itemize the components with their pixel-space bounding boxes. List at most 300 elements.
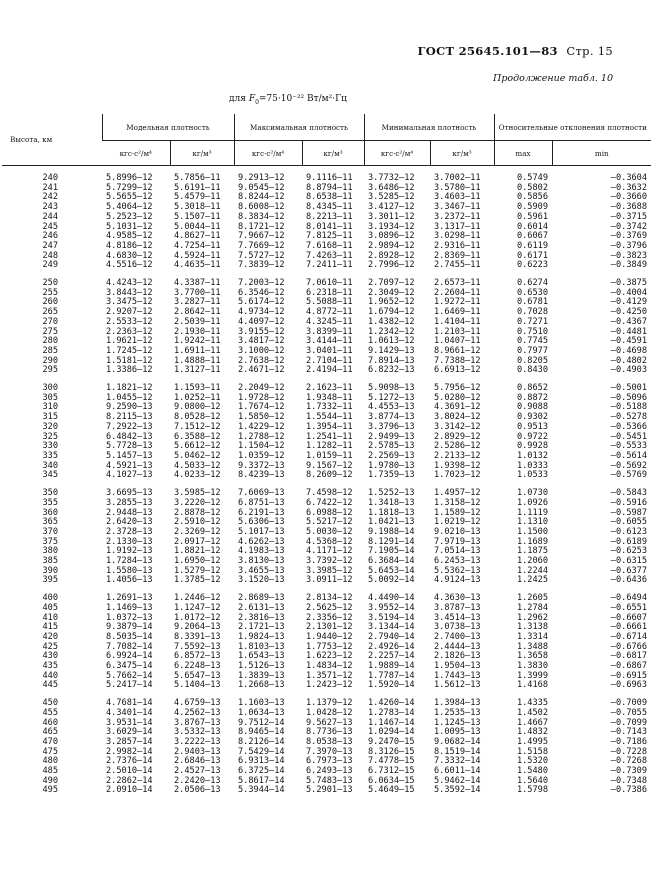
min-density-kg-cell: 3.0298—11 bbox=[434, 231, 481, 242]
model-density-kgf-cell: 1.0455—12 bbox=[106, 392, 153, 403]
max-density-kgf-cell: 2.8689—13 bbox=[238, 593, 285, 604]
model-density-kg-cell: 4.5924—11 bbox=[174, 250, 221, 261]
max-density-kgf-cell: 9.7512—14 bbox=[238, 717, 285, 728]
max-density-kgf-cell: 3.4817—12 bbox=[238, 336, 285, 347]
altitude-cell: 405 bbox=[42, 602, 58, 613]
min-deviation-cell: —0.7143 bbox=[610, 727, 648, 738]
altitude-cell: 249 bbox=[42, 260, 58, 271]
min-density-kg-cell: 2.8929—12 bbox=[434, 431, 481, 442]
model-density-kg-cell: 1.1593—11 bbox=[174, 383, 221, 394]
altitude-cell: 370 bbox=[42, 526, 58, 537]
max-density-kg-cell: 1.0428—12 bbox=[306, 707, 353, 718]
max-deviation-cell: 1.4832 bbox=[516, 727, 548, 738]
min-deviation-cell: —0.3742 bbox=[610, 221, 648, 232]
min-density-kg-cell: 1.1245—13 bbox=[434, 717, 481, 728]
altitude-cell: 345 bbox=[42, 470, 58, 481]
max-deviation-cell: 1.2425 bbox=[516, 575, 548, 586]
min-density-kg-cell: 3.1317—11 bbox=[434, 221, 481, 232]
min-density-kg-cell: 6.6913—12 bbox=[434, 365, 481, 376]
min-density-kg-cell: 1.7443—13 bbox=[434, 670, 481, 681]
max-density-kgf-cell: 1.9728—12 bbox=[238, 392, 285, 403]
min-density-kg-cell: 1.3984—13 bbox=[434, 698, 481, 709]
max-deviation-cell: 1.5320 bbox=[516, 756, 548, 767]
min-density-kg-cell: 3.0738—13 bbox=[434, 622, 481, 633]
max-density-kgf-cell: 8.3834—12 bbox=[238, 211, 285, 222]
min-density-kg-cell: 1.3158—12 bbox=[434, 497, 481, 508]
max-density-kgf-cell: 9.3372—13 bbox=[238, 460, 285, 471]
altitude-cell: 242 bbox=[42, 192, 58, 203]
max-deviation-cell: 0.7028 bbox=[516, 307, 548, 318]
max-deviation-cell: 0.6119 bbox=[516, 240, 548, 251]
max-density-kgf-cell: 1.8103—13 bbox=[238, 641, 285, 652]
model-density-kg-cell: 3.2222—13 bbox=[174, 736, 221, 747]
min-density-kgf-cell: 5.9098—13 bbox=[368, 383, 415, 394]
altitude-header: Высота, км bbox=[2, 114, 102, 166]
max-density-kg-cell: 6.2493—13 bbox=[306, 766, 353, 777]
min-density-kgf-cell: 1.4260—14 bbox=[368, 698, 415, 709]
max-deviation-cell: 0.7271 bbox=[516, 316, 548, 327]
min-deviation-cell: —0.3660 bbox=[610, 192, 648, 203]
min-deviation-cell: —0.6817 bbox=[610, 651, 648, 662]
min-deviation-cell: —0.6963 bbox=[610, 680, 648, 691]
model-density-kg-cell: 1.9242—11 bbox=[174, 336, 221, 347]
model-density-kg-cell: 1.6950—12 bbox=[174, 556, 221, 567]
min-density-kgf-cell: 4.4490—14 bbox=[368, 593, 415, 604]
table-continuation-note: Продолжение табл. 10 bbox=[493, 73, 613, 84]
min-density-kgf-cell: 2.8928—12 bbox=[368, 250, 415, 261]
min-density-kg-cell: 7.0514—13 bbox=[434, 546, 481, 557]
max-density-kgf-cell: 9.0545—12 bbox=[238, 182, 285, 193]
max-deviation-cell: 0.9088 bbox=[516, 402, 548, 413]
min-density-kgf-cell: 3.1344—14 bbox=[368, 622, 415, 633]
altitude-cell: 435 bbox=[42, 661, 58, 672]
min-density-kg-cell: 5.7956—12 bbox=[434, 383, 481, 394]
max-deviation-cell: 1.3830 bbox=[516, 661, 548, 672]
min-density-kgf-cell: 6.0634—15 bbox=[368, 775, 415, 786]
min-density-kgf-cell: 6.3684—14 bbox=[368, 556, 415, 567]
max-density-kg-cell: 7.4598—12 bbox=[306, 488, 353, 499]
min-density-kgf-cell: 2.5785—13 bbox=[368, 441, 415, 452]
max-deviation-cell: 1.1689 bbox=[516, 536, 548, 547]
min-deviation-cell: —0.4698 bbox=[610, 345, 648, 356]
max-density-kg-cell: 1.5544—11 bbox=[306, 412, 353, 423]
min-density-kgf-cell: 3.1934—12 bbox=[368, 221, 415, 232]
min-deviation-cell: —0.6123 bbox=[610, 526, 648, 537]
max-density-kgf-cell: 2.2049—12 bbox=[238, 383, 285, 394]
max-density-kgf-cell: 7.5429—14 bbox=[238, 746, 285, 757]
min-density-kg-cell: 3.5780—11 bbox=[434, 182, 481, 193]
altitude-cell: 365 bbox=[42, 517, 58, 528]
min-deviation-cell: —0.6436 bbox=[610, 575, 648, 586]
max-deviation-cell: 1.0926 bbox=[516, 497, 548, 508]
altitude-cell: 390 bbox=[42, 565, 58, 576]
model-density-kgf-cell: 7.2922—13 bbox=[106, 421, 153, 432]
max-density-kgf-cell: 1.5126—13 bbox=[238, 661, 285, 672]
altitude-cell: 270 bbox=[42, 316, 58, 327]
density-table bbox=[2, 114, 651, 796]
altitude-cell: 470 bbox=[42, 736, 58, 747]
min-density-kgf-cell: 3.6486—12 bbox=[368, 182, 415, 193]
model-density-kg-cell: 4.8627—11 bbox=[174, 231, 221, 242]
max-density-kgf-cell: 1.3839—13 bbox=[238, 670, 285, 681]
min-density-kgf-cell: 3.9552—14 bbox=[368, 602, 415, 613]
min-deviation-cell: —0.6377 bbox=[610, 565, 648, 576]
model-density-kgf-cell: 2.7376—14 bbox=[106, 756, 153, 767]
altitude-cell: 425 bbox=[42, 641, 58, 652]
model-density-kgf-cell: 1.1469—13 bbox=[106, 602, 153, 613]
standard-number: ГОСТ 25645.101—83 bbox=[417, 44, 558, 58]
model-density-kg-cell: 3.7700—11 bbox=[174, 287, 221, 298]
min-deviation-cell: —0.7348 bbox=[610, 775, 648, 786]
min-density-kg-cell: 1.1589—12 bbox=[434, 507, 481, 518]
table-row bbox=[2, 261, 651, 271]
model-density-kgf-cell: 4.6830—12 bbox=[106, 250, 153, 261]
altitude-cell: 380 bbox=[42, 546, 58, 557]
altitude-cell: 360 bbox=[42, 507, 58, 518]
min-density-kg-cell: 2.1826—13 bbox=[434, 651, 481, 662]
table-header bbox=[2, 114, 651, 166]
model-density-kgf-cell: 5.7299—12 bbox=[106, 182, 153, 193]
min-density-kgf-cell: 1.3418—13 bbox=[368, 497, 415, 508]
model-density-kg-cell: 8.0528—12 bbox=[174, 412, 221, 423]
altitude-cell: 400 bbox=[42, 593, 58, 604]
max-density-kgf-cell: 7.5727—12 bbox=[238, 250, 285, 261]
unit-header: max bbox=[494, 141, 552, 166]
max-density-kg-cell: 1.0159—11 bbox=[306, 450, 353, 461]
model-density-kgf-cell: 2.5533—12 bbox=[106, 316, 153, 327]
min-deviation-cell: —0.6661 bbox=[610, 622, 648, 633]
model-density-kgf-cell: 2.5010—14 bbox=[106, 766, 153, 777]
min-deviation-cell: —0.6714 bbox=[610, 631, 648, 642]
model-density-kg-cell: 2.8642—11 bbox=[174, 307, 221, 318]
altitude-cell: 275 bbox=[42, 326, 58, 337]
max-deviation-cell: 0.8430 bbox=[516, 365, 548, 376]
max-density-kgf-cell: 8.8244—12 bbox=[238, 192, 285, 203]
min-density-kg-cell: 7.9719—13 bbox=[434, 536, 481, 547]
max-deviation-cell: 1.3314 bbox=[516, 631, 548, 642]
model-density-kgf-cell: 4.5516—12 bbox=[106, 260, 153, 271]
altitude-cell: 465 bbox=[42, 727, 58, 738]
max-density-kgf-cell: 6.3546—12 bbox=[238, 287, 285, 298]
max-density-kgf-cell: 5.1017—13 bbox=[238, 526, 285, 537]
max-density-kg-cell: 3.0911—12 bbox=[306, 575, 353, 586]
table-row bbox=[2, 786, 651, 796]
max-density-kgf-cell: 6.3725—14 bbox=[238, 766, 285, 777]
model-density-kgf-cell: 9.2590—13 bbox=[106, 402, 153, 413]
min-deviation-cell: —0.3796 bbox=[610, 240, 648, 251]
table-row bbox=[2, 681, 651, 691]
min-density-kgf-cell: 1.9780—13 bbox=[368, 460, 415, 471]
model-density-kgf-cell: 4.3401—14 bbox=[106, 707, 153, 718]
altitude-cell: 310 bbox=[42, 402, 58, 413]
min-density-kgf-cell: 6.8232—13 bbox=[368, 365, 415, 376]
unit-header: кгс·с²/м⁴ bbox=[102, 141, 170, 166]
max-density-kgf-cell: 2.1721—13 bbox=[238, 622, 285, 633]
max-density-kgf-cell: 4.1983—13 bbox=[238, 546, 285, 557]
max-density-kgf-cell: 3.4655—13 bbox=[238, 565, 285, 576]
min-density-kg-cell: 1.0095—13 bbox=[434, 727, 481, 738]
max-density-kgf-cell: 1.0359—12 bbox=[238, 450, 285, 461]
min-density-kgf-cell: 1.0294—14 bbox=[368, 727, 415, 738]
model-density-kgf-cell: 3.2857—14 bbox=[106, 736, 153, 747]
min-density-kgf-cell: 2.7996—12 bbox=[368, 260, 415, 271]
max-density-kgf-cell: 1.5850—12 bbox=[238, 412, 285, 423]
max-deviation-cell: 0.5802 bbox=[516, 182, 548, 193]
model-density-kg-cell: 6.3588—12 bbox=[174, 431, 221, 442]
altitude-cell: 240 bbox=[42, 173, 58, 183]
max-density-kgf-cell: 2.6131—13 bbox=[238, 602, 285, 613]
model-density-kgf-cell: 8.2115—13 bbox=[106, 412, 153, 423]
max-density-kg-cell: 7.4263—11 bbox=[306, 250, 353, 261]
max-deviation-cell: 0.5909 bbox=[516, 202, 548, 213]
max-density-kgf-cell: 2.4671—12 bbox=[238, 365, 285, 376]
min-density-kgf-cell: 8.3126—15 bbox=[368, 746, 415, 757]
altitude-cell: 335 bbox=[42, 450, 58, 461]
max-density-kgf-cell: 5.8617—14 bbox=[238, 775, 285, 786]
max-density-kg-cell: 3.8399—11 bbox=[306, 326, 353, 337]
min-density-kgf-cell: 5.0092—14 bbox=[368, 575, 415, 586]
min-density-kg-cell: 1.5612—13 bbox=[434, 680, 481, 691]
model-density-kg-cell: 4.0233—12 bbox=[174, 470, 221, 481]
min-density-kgf-cell: 9.1429—13 bbox=[368, 345, 415, 356]
model-density-kg-cell: 7.5592—13 bbox=[174, 641, 221, 652]
min-density-kg-cell: 8.9661—12 bbox=[434, 345, 481, 356]
altitude-cell: 445 bbox=[42, 680, 58, 691]
max-density-kg-cell: 1.3571—12 bbox=[306, 670, 353, 681]
model-density-kgf-cell: 4.7681—14 bbox=[106, 698, 153, 709]
model-density-kgf-cell: 2.9982—14 bbox=[106, 746, 153, 757]
max-density-kgf-cell: 9.2913—12 bbox=[238, 173, 285, 183]
min-density-kg-cell: 2.2604—11 bbox=[434, 287, 481, 298]
altitude-cell: 480 bbox=[42, 756, 58, 767]
model-density-kg-cell: 2.2420—13 bbox=[174, 775, 221, 786]
altitude-cell: 485 bbox=[42, 766, 58, 777]
min-deviation-cell: —0.4250 bbox=[610, 307, 648, 318]
max-deviation-cell: 1.0132 bbox=[516, 450, 548, 461]
max-deviation-cell: 0.5961 bbox=[516, 211, 548, 222]
min-density-kg-cell: 8.1519—14 bbox=[434, 746, 481, 757]
min-deviation-cell: —0.5533 bbox=[610, 441, 648, 452]
altitude-cell: 385 bbox=[42, 556, 58, 567]
model-density-kg-cell: 3.5985—12 bbox=[174, 488, 221, 499]
min-density-kg-cell: 1.6469—11 bbox=[434, 307, 481, 318]
min-density-kgf-cell: 1.6794—12 bbox=[368, 307, 415, 318]
min-deviation-cell: —0.7055 bbox=[610, 707, 648, 718]
min-deviation-cell: —0.5843 bbox=[610, 488, 648, 499]
min-density-kgf-cell: 2.2257—14 bbox=[368, 651, 415, 662]
table-row bbox=[2, 376, 651, 394]
min-density-kgf-cell: 2.7940—14 bbox=[368, 631, 415, 642]
model-density-kg-cell: 1.5279—12 bbox=[174, 565, 221, 576]
max-density-kg-cell: 8.7736—13 bbox=[306, 727, 353, 738]
model-density-kgf-cell: 5.7728—13 bbox=[106, 441, 153, 452]
condition-symbol: F bbox=[248, 94, 256, 104]
min-density-kgf-cell: 1.9889—14 bbox=[368, 661, 415, 672]
altitude-cell: 410 bbox=[42, 612, 58, 623]
altitude-cell: 350 bbox=[42, 488, 58, 499]
min-density-kg-cell: 9.0210—13 bbox=[434, 526, 481, 537]
max-density-kg-cell: 7.8125—11 bbox=[306, 231, 353, 242]
max-density-kg-cell: 2.8134—12 bbox=[306, 593, 353, 604]
altitude-cell: 415 bbox=[42, 622, 58, 633]
min-deviation-cell: —0.6315 bbox=[610, 556, 648, 567]
min-density-kgf-cell: 1.1467—14 bbox=[368, 717, 415, 728]
min-density-kg-cell: 6.2453—13 bbox=[434, 556, 481, 567]
condition-subscript: 0 bbox=[255, 98, 259, 106]
max-density-kg-cell: 8.0538—13 bbox=[306, 736, 353, 747]
model-density-kgf-cell: 1.9621—12 bbox=[106, 336, 153, 347]
model-density-kg-cell: 3.5332—13 bbox=[174, 727, 221, 738]
min-deviation-cell: —0.4129 bbox=[610, 297, 648, 308]
min-deviation-cell: —0.6189 bbox=[610, 536, 648, 547]
max-deviation-cell: 1.0730 bbox=[516, 488, 548, 499]
min-density-kgf-cell: 1.9652—12 bbox=[368, 297, 415, 308]
max-density-kgf-cell: 1.1603—13 bbox=[238, 698, 285, 709]
max-deviation-cell: 0.8205 bbox=[516, 355, 548, 366]
max-density-kg-cell: 3.4144—11 bbox=[306, 336, 353, 347]
min-density-kgf-cell: 2.2569—13 bbox=[368, 450, 415, 461]
min-density-kgf-cell: 6.7312—15 bbox=[368, 766, 415, 777]
model-density-kg-cell: 7.1512—12 bbox=[174, 421, 221, 432]
model-density-kgf-cell: 5.7662—14 bbox=[106, 670, 153, 681]
altitude-cell: 247 bbox=[42, 240, 58, 251]
max-density-kg-cell: 8.6538—11 bbox=[306, 192, 353, 203]
max-density-kg-cell: 1.7332—11 bbox=[306, 402, 353, 413]
max-deviation-cell: 1.3999 bbox=[516, 670, 548, 681]
max-density-kgf-cell: 3.1520—13 bbox=[238, 575, 285, 586]
max-deviation-cell: 0.6014 bbox=[516, 221, 548, 232]
max-density-kg-cell: 8.0141—11 bbox=[306, 221, 353, 232]
max-deviation-cell: 0.8652 bbox=[516, 383, 548, 394]
altitude-cell: 440 bbox=[42, 670, 58, 681]
max-density-kg-cell: 1.4834—12 bbox=[306, 661, 353, 672]
min-deviation-cell: —0.4367 bbox=[610, 316, 648, 327]
model-density-kgf-cell: 4.4243—12 bbox=[106, 278, 153, 289]
min-deviation-cell: —0.6494 bbox=[610, 593, 648, 604]
altitude-cell: 245 bbox=[42, 221, 58, 232]
min-density-kg-cell: 4.3691—12 bbox=[434, 402, 481, 413]
table-row bbox=[2, 166, 651, 184]
model-density-kgf-cell: 4.8186—12 bbox=[106, 240, 153, 251]
min-deviation-cell: —0.4004 bbox=[610, 287, 648, 298]
max-density-kgf-cell: 7.6069—13 bbox=[238, 488, 285, 499]
max-density-kg-cell: 7.2411—11 bbox=[306, 260, 353, 271]
min-density-kgf-cell: 1.5252—13 bbox=[368, 488, 415, 499]
max-deviation-cell: 1.2605 bbox=[516, 593, 548, 604]
max-density-kgf-cell: 2.7638—12 bbox=[238, 355, 285, 366]
max-density-kgf-cell: 1.1504—12 bbox=[238, 441, 285, 452]
max-density-kg-cell: 4.1171—12 bbox=[306, 546, 353, 557]
condition-prefix: для bbox=[229, 94, 246, 104]
model-density-kgf-cell: 6.3475—14 bbox=[106, 661, 153, 672]
min-density-kg-cell: 1.2535—13 bbox=[434, 707, 481, 718]
min-deviation-cell: —0.4591 bbox=[610, 336, 648, 347]
max-density-kgf-cell: 8.4239—13 bbox=[238, 470, 285, 481]
max-density-kg-cell: 9.1116—11 bbox=[306, 173, 353, 183]
min-deviation-cell: —0.7309 bbox=[610, 766, 648, 777]
max-density-kgf-cell: 1.7674—12 bbox=[238, 402, 285, 413]
min-density-kgf-cell: 2.4926—14 bbox=[368, 641, 415, 652]
model-density-kg-cell: 4.5033—12 bbox=[174, 460, 221, 471]
model-density-kgf-cell: 2.2363—12 bbox=[106, 326, 153, 337]
model-density-kg-cell: 3.2220—12 bbox=[174, 497, 221, 508]
max-density-kg-cell: 2.7104—11 bbox=[306, 355, 353, 366]
altitude-cell: 315 bbox=[42, 412, 58, 423]
altitude-cell: 248 bbox=[42, 250, 58, 261]
min-density-kgf-cell: 9.1988—14 bbox=[368, 526, 415, 537]
max-density-kgf-cell: 7.2003—12 bbox=[238, 278, 285, 289]
max-density-kg-cell: 8.8794—11 bbox=[306, 182, 353, 193]
model-density-kgf-cell: 2.9207—12 bbox=[106, 307, 153, 318]
max-density-kgf-cell: 6.9313—14 bbox=[238, 756, 285, 767]
max-deviation-cell: 1.2962 bbox=[516, 612, 548, 623]
max-density-kg-cell: 1.1282—11 bbox=[306, 441, 353, 452]
max-density-kg-cell: 8.2213—11 bbox=[306, 211, 353, 222]
min-density-kgf-cell: 8.1291—14 bbox=[368, 536, 415, 547]
model-density-kgf-cell: 1.7245—12 bbox=[106, 345, 153, 356]
model-density-kgf-cell: 3.6029—14 bbox=[106, 727, 153, 738]
min-density-kgf-cell: 3.5194—14 bbox=[368, 612, 415, 623]
model-density-kgf-cell: 4.5921—13 bbox=[106, 460, 153, 471]
altitude-cell: 285 bbox=[42, 345, 58, 356]
max-density-kg-cell: 3.3985—12 bbox=[306, 565, 353, 576]
max-deviation-cell: 1.2060 bbox=[516, 556, 548, 567]
max-density-kgf-cell: 8.6008—12 bbox=[238, 202, 285, 213]
max-deviation-cell: 0.6223 bbox=[516, 260, 548, 271]
max-deviation-cell: 1.1875 bbox=[516, 546, 548, 557]
min-density-kg-cell: 7.3332—14 bbox=[434, 756, 481, 767]
altitude-cell: 475 bbox=[42, 746, 58, 757]
min-density-kg-cell: 5.0280—12 bbox=[434, 392, 481, 403]
max-deviation-cell: 0.6171 bbox=[516, 250, 548, 261]
min-deviation-cell: —0.3875 bbox=[610, 278, 648, 289]
max-density-kgf-cell: 3.1000—12 bbox=[238, 345, 285, 356]
max-density-kg-cell: 1.9440—12 bbox=[306, 631, 353, 642]
min-density-kg-cell: 6.6011—14 bbox=[434, 766, 481, 777]
max-deviation-cell: 1.4335 bbox=[516, 698, 548, 709]
min-density-kgf-cell: 2.9499—13 bbox=[368, 431, 415, 442]
model-density-kgf-cell: 1.4056—13 bbox=[106, 575, 153, 586]
max-density-kg-cell: 1.2541—11 bbox=[306, 431, 353, 442]
min-deviation-cell: —0.7099 bbox=[610, 717, 648, 728]
max-deviation-cell: 0.8872 bbox=[516, 392, 548, 403]
max-density-kg-cell: 1.7753—12 bbox=[306, 641, 353, 652]
min-density-kg-cell: 3.8024—12 bbox=[434, 412, 481, 423]
altitude-cell: 250 bbox=[42, 278, 58, 289]
max-deviation-cell: 0.6781 bbox=[516, 297, 548, 308]
min-density-kg-cell: 2.6573—11 bbox=[434, 278, 481, 289]
max-deviation-cell: 1.0533 bbox=[516, 470, 548, 481]
min-density-kg-cell: 2.7455—11 bbox=[434, 260, 481, 271]
min-density-kg-cell: 5.5362—13 bbox=[434, 565, 481, 576]
min-deviation-cell: —0.4802 bbox=[610, 355, 648, 366]
model-density-kg-cell: 4.7254—11 bbox=[174, 240, 221, 251]
group-header-model: Модельная плотность bbox=[102, 114, 234, 141]
min-deviation-cell: —0.7386 bbox=[610, 785, 648, 796]
model-density-kgf-cell: 6.4842—13 bbox=[106, 431, 153, 442]
max-deviation-cell: 0.7977 bbox=[516, 345, 548, 356]
max-density-kgf-cell: 3.9155—12 bbox=[238, 326, 285, 337]
min-density-kgf-cell: 1.2342—12 bbox=[368, 326, 415, 337]
model-density-kg-cell: 5.1507—11 bbox=[174, 211, 221, 222]
altitude-cell: 340 bbox=[42, 460, 58, 471]
max-density-kg-cell: 6.0988—12 bbox=[306, 507, 353, 518]
model-density-kg-cell: 2.1930—11 bbox=[174, 326, 221, 337]
min-density-kgf-cell: 1.5920—14 bbox=[368, 680, 415, 691]
model-density-kg-cell: 1.0172—12 bbox=[174, 612, 221, 623]
max-density-kg-cell: 8.2609—12 bbox=[306, 470, 353, 481]
max-density-kg-cell: 7.3970—13 bbox=[306, 746, 353, 757]
